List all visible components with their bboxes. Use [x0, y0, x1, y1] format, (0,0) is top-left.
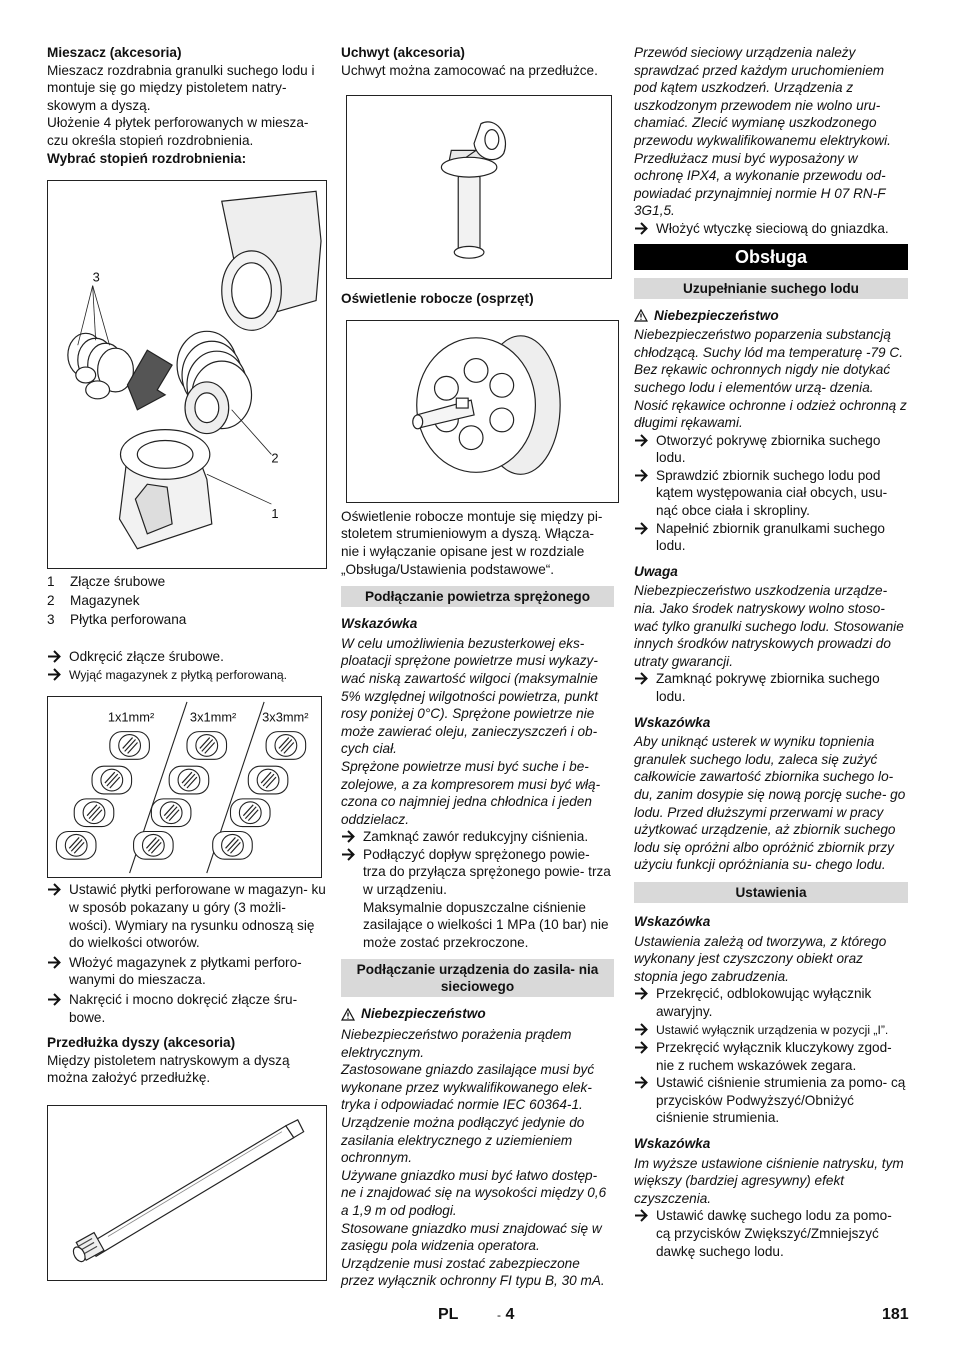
holder-title: Uchwyt (akcesoria) — [341, 45, 465, 60]
danger-heading: Niebezpieczeństwo — [341, 1005, 614, 1023]
extension-title: Przedłużka dyszy (akcesoria) — [47, 1035, 236, 1051]
page-footer — [0, 1306, 954, 1330]
section-head-mains: Podłączanie urządzenia do zasila- nia sieciowego — [341, 959, 614, 997]
note-label: Wskazówka — [341, 616, 418, 632]
max-pressure-note: Maksymalnie dopuszczalne ciśnienie zasilające o wielkości 1 MPa (10 bar) nie może zostać przekroczone. — [363, 899, 609, 950]
step-item: Przekręcić, odblokowując wyłącznik awaryjny. — [634, 985, 908, 1020]
danger-text: Urządzenie można podłączyć jedynie do zasilania elektrycznego z uziemieniem ochronnym. — [341, 1115, 585, 1166]
column-3 — [634, 44, 908, 1260]
extension-desc: Między pistoletem natryskowym a dyszą można założyć przedłużkę. — [47, 1052, 290, 1086]
arrow-right-icon — [47, 881, 63, 898]
arrow-right-icon — [634, 1039, 650, 1056]
section-head-settings: Ustawienia — [634, 882, 908, 903]
mixer-desc-2: Ułożenie 4 płytek perforowanych w miesza- czu określa stopień rozdrobnienia. — [47, 115, 309, 148]
section-head-refill: Uzupełnianie suchego lodu — [634, 278, 908, 299]
arrow-right-icon — [634, 520, 650, 537]
arrow-right-icon — [634, 1074, 650, 1091]
air-note-text-2: Sprężone powietrze musi być suche i be- zolejowe, a za kompresorem musi być włą- czona co najmniej jedna chłodnica i jeden oddzielacz. — [341, 758, 601, 827]
settings-note-text: Ustawienia zależą od tworzywa, z którego wykonany jest czyszczony obiekt oraz stopnia jego zabrudzenia. — [634, 933, 887, 984]
step-item: Odkręcić złącze śrubowe. — [47, 648, 327, 666]
hole-size-3x1: 3x1mm² — [189, 710, 237, 726]
danger-text: Niebezpieczeństwo porażenia prądem elektrycznym. — [341, 1027, 572, 1060]
note-label: Wskazówka — [634, 1136, 711, 1152]
arrow-right-icon — [47, 991, 63, 1008]
cable-check-text: Przewód sieciowy urządzenia należy sprawdzać przed każdym uruchomieniem pod kątem uszkodzeń. Urządzenia z uszkodzonym przewodem nie wolno uru- chamiać. Zlecić wymianę uszkodzonego przewodu wykwalifikowanemu elektrykowi. Przedłużacz musi być wyposażony w ochronę IPX4, a wykonanie przewodu od- powiadać przynajmniej normie H 07 RN-F 3G1,5. — [634, 45, 891, 219]
step-item: Wyjąć magazynek z płytką perforowaną. — [47, 666, 327, 685]
step-item: Ustawić ciśnienie strumienia za pomo- cą przycisków Podwyższyć/Obniżyć ciśnienie strumienia. — [634, 1074, 908, 1127]
work-light-drawing — [347, 321, 618, 502]
arrow-right-icon — [341, 846, 357, 863]
danger-text: Urządzenie musi zostać zabezpieczone przez wyłącznik ochronny FI typu B, 30 mA. — [341, 1255, 605, 1289]
fig1-label-3: 3 — [92, 269, 100, 285]
danger-heading: Niebezpieczeństwo — [634, 307, 908, 325]
danger-text: Stosowane gniazdko musi znajdować się w zasięgu pola widzenia operatora. — [341, 1220, 602, 1254]
legend-item: 1 Złącze śrubowe — [47, 574, 166, 590]
mixer-exploded-drawing — [48, 181, 326, 568]
absolute-page-number: 181 — [882, 1306, 909, 1323]
column-1 — [47, 44, 327, 1281]
fig1-label-2: 2 — [271, 450, 279, 466]
arrow-right-icon — [634, 985, 650, 1002]
step-item: Napełnić zbiornik granulkami suchego lodu. — [634, 520, 908, 555]
hole-size-1x1: 1x1mm² — [107, 710, 155, 726]
extension-tube-drawing — [48, 1106, 326, 1280]
mixer-title: Mieszacz (akcesoria) — [47, 45, 182, 60]
arrow-right-icon — [47, 666, 63, 683]
warning-triangle-icon — [341, 1008, 355, 1021]
danger-text: Zastosowane gniazdo zasilające musi być wykonane przez wykwalifikowanego elek- tryka i odpowiadać normie IEC 60364-1. — [341, 1062, 595, 1113]
chapter-head-operation: Obsługa — [634, 244, 908, 270]
legend-item: 3 Płytka perforowana — [47, 612, 187, 628]
step-item: Otworzyć pokrywę zbiornika suchego lodu. — [634, 432, 908, 467]
step-item: Ustawić wyłącznik urządzenia w pozycji „I”. — [634, 1021, 908, 1040]
plate-arrangement-drawing — [48, 697, 321, 877]
danger-text: Niebezpieczeństwo poparzenia substancją chłodzącą. Suchy lód ma temperaturę -79 C. Bez rękawic ochronnych nigdy nie dotykać suchego lodu i elementów urzą- dzenia. Nosić rękawice ochronne i odzież ochronną z długimi rękawami. — [634, 327, 907, 431]
arrow-right-icon — [47, 648, 63, 665]
arrow-right-icon — [634, 670, 650, 687]
arrow-right-icon — [634, 467, 650, 484]
choose-level-label: Wybrać stopień rozdrobnienia: — [47, 150, 247, 166]
step-item: Podłączyć dopływ sprężonego powie- trza do przyłącza sprężonego powie- trza w urządzeniu. — [341, 846, 614, 899]
work-light-desc: Oświetlenie robocze montuje się między pi- stoletem strumieniowym a dyszą. Włącza- nie i wyłączanie opisane jest w rozdziale „Obsługa/Ustawienia podstawowe“. — [341, 508, 603, 577]
step-item: Zamknąć pokrywę zbiornika suchego lodu. — [634, 670, 908, 705]
air-note-text: W celu umożliwienia bezusterkowej eks- ploatacji sprężone powietrze musi wykazy- wać niską zawartość wilgoci (maksymalnie 5% względnej wilgotności powietrza, punkt rosy poniżej 0°C). Sprężone powietrze nie może zawierać oleju, zanieczyszczeń i ob- cych ciał. — [341, 635, 598, 757]
perforated-plates-figure — [47, 696, 322, 878]
arrow-right-icon — [634, 432, 650, 449]
section-head-compressed-air: Podłączanie powietrza sprężonego — [341, 586, 614, 607]
mixer-desc: Mieszacz rozdrabnia granulki suchego lodu i montuje się go między pistoletem natry- skowym a dyszą. — [47, 62, 315, 113]
note-text: Aby uniknąć usterek w wyniku topnienia granulek suchego lodu, zaleca się zużyć całkowicie zawartość zbiornika suchego lo- du, zanim dosypie się nową porcję suche- go lodu. Przed dłuższymi przerwami w pracy użytkować urządzenie, aż zbiornik suchego lodu się opróżni albo opróżnić zbiornik przy użyciu funkcji opróżniania su- chego lodu. — [634, 734, 906, 873]
danger-text: Używane gniazdko musi być łatwo dostęp- ne i znajdować się na wysokości między 0,6 a 1,9 m od podłogi. — [341, 1167, 607, 1218]
hole-size-3x3: 3x3mm² — [262, 710, 309, 726]
language-code: PL — [438, 1306, 459, 1323]
arrow-right-icon — [634, 220, 650, 237]
arrow-right-icon — [634, 1021, 650, 1038]
work-light-figure — [346, 320, 619, 503]
arrow-right-icon — [634, 1207, 650, 1224]
arrow-right-icon — [341, 828, 357, 845]
holder-desc: Uchwyt można zamocować na przedłużce. — [341, 62, 598, 78]
work-light-title: Oświetlenie robocze (osprzęt) — [341, 291, 534, 307]
arrow-right-icon — [47, 954, 63, 971]
figure-legend — [47, 573, 327, 630]
nozzle-extension-figure — [47, 1105, 327, 1281]
fig1-label-1: 1 — [271, 506, 279, 522]
step-item: Ustawić płytki perforowane w magazyn- ku w sposób pokazany u góry (3 możli- wości). Wymiary na rysunku odnoszą się do wielkości otworów. — [47, 881, 327, 951]
warning-triangle-icon — [634, 309, 648, 322]
step-item: Sprawdzić zbiornik suchego lodu pod kątem występowania ciał obcych, usu- nąć obce ciała i skropliny. — [634, 467, 908, 520]
step-item: Ustawić dawkę suchego lodu za pomo- cą przycisków Zwiększyć/Zmniejszyć dawkę suchego lodu. — [634, 1207, 908, 1260]
caution-text: Niebezpieczeństwo uszkodzenia urządze- nia. Jako środek natryskowy wolno stoso- wać tylko granulki suchego lodu. Stosowanie innych środków natryskowych prowadzi do utraty gwarancji. — [634, 583, 904, 669]
holder-figure — [346, 95, 612, 279]
caution-label: Uwaga — [634, 563, 678, 579]
note-label: Wskazówka — [634, 714, 711, 730]
step-item: Włożyć magazynek z płytkami perforo- wanymi do mieszacza. — [47, 954, 327, 989]
holder-drawing — [347, 96, 611, 278]
step-item: Nakręcić i mocno dokręcić złącze śru- bowe. — [47, 991, 327, 1026]
section-page-number: - 4 — [497, 1306, 515, 1323]
step-item: Zamknąć zawór redukcyjny ciśnienia. — [341, 828, 614, 846]
mixer-exploded-figure — [47, 180, 327, 569]
legend-item: 2 Magazynek — [47, 593, 140, 609]
step-item: Przekręcić wyłącznik kluczykowy zgod- nie z ruchem wskazówek zegara. — [634, 1039, 908, 1074]
note-label: Wskazówka — [634, 913, 711, 929]
column-2 — [341, 44, 614, 1290]
step-item: Włożyć wtyczkę sieciową do gniazdka. — [634, 220, 908, 238]
pressure-note-text: Im wyższe ustawione ciśnienie natrysku, tym większy (bardziej agresywny) efekt czyszczenia. — [634, 1155, 904, 1206]
